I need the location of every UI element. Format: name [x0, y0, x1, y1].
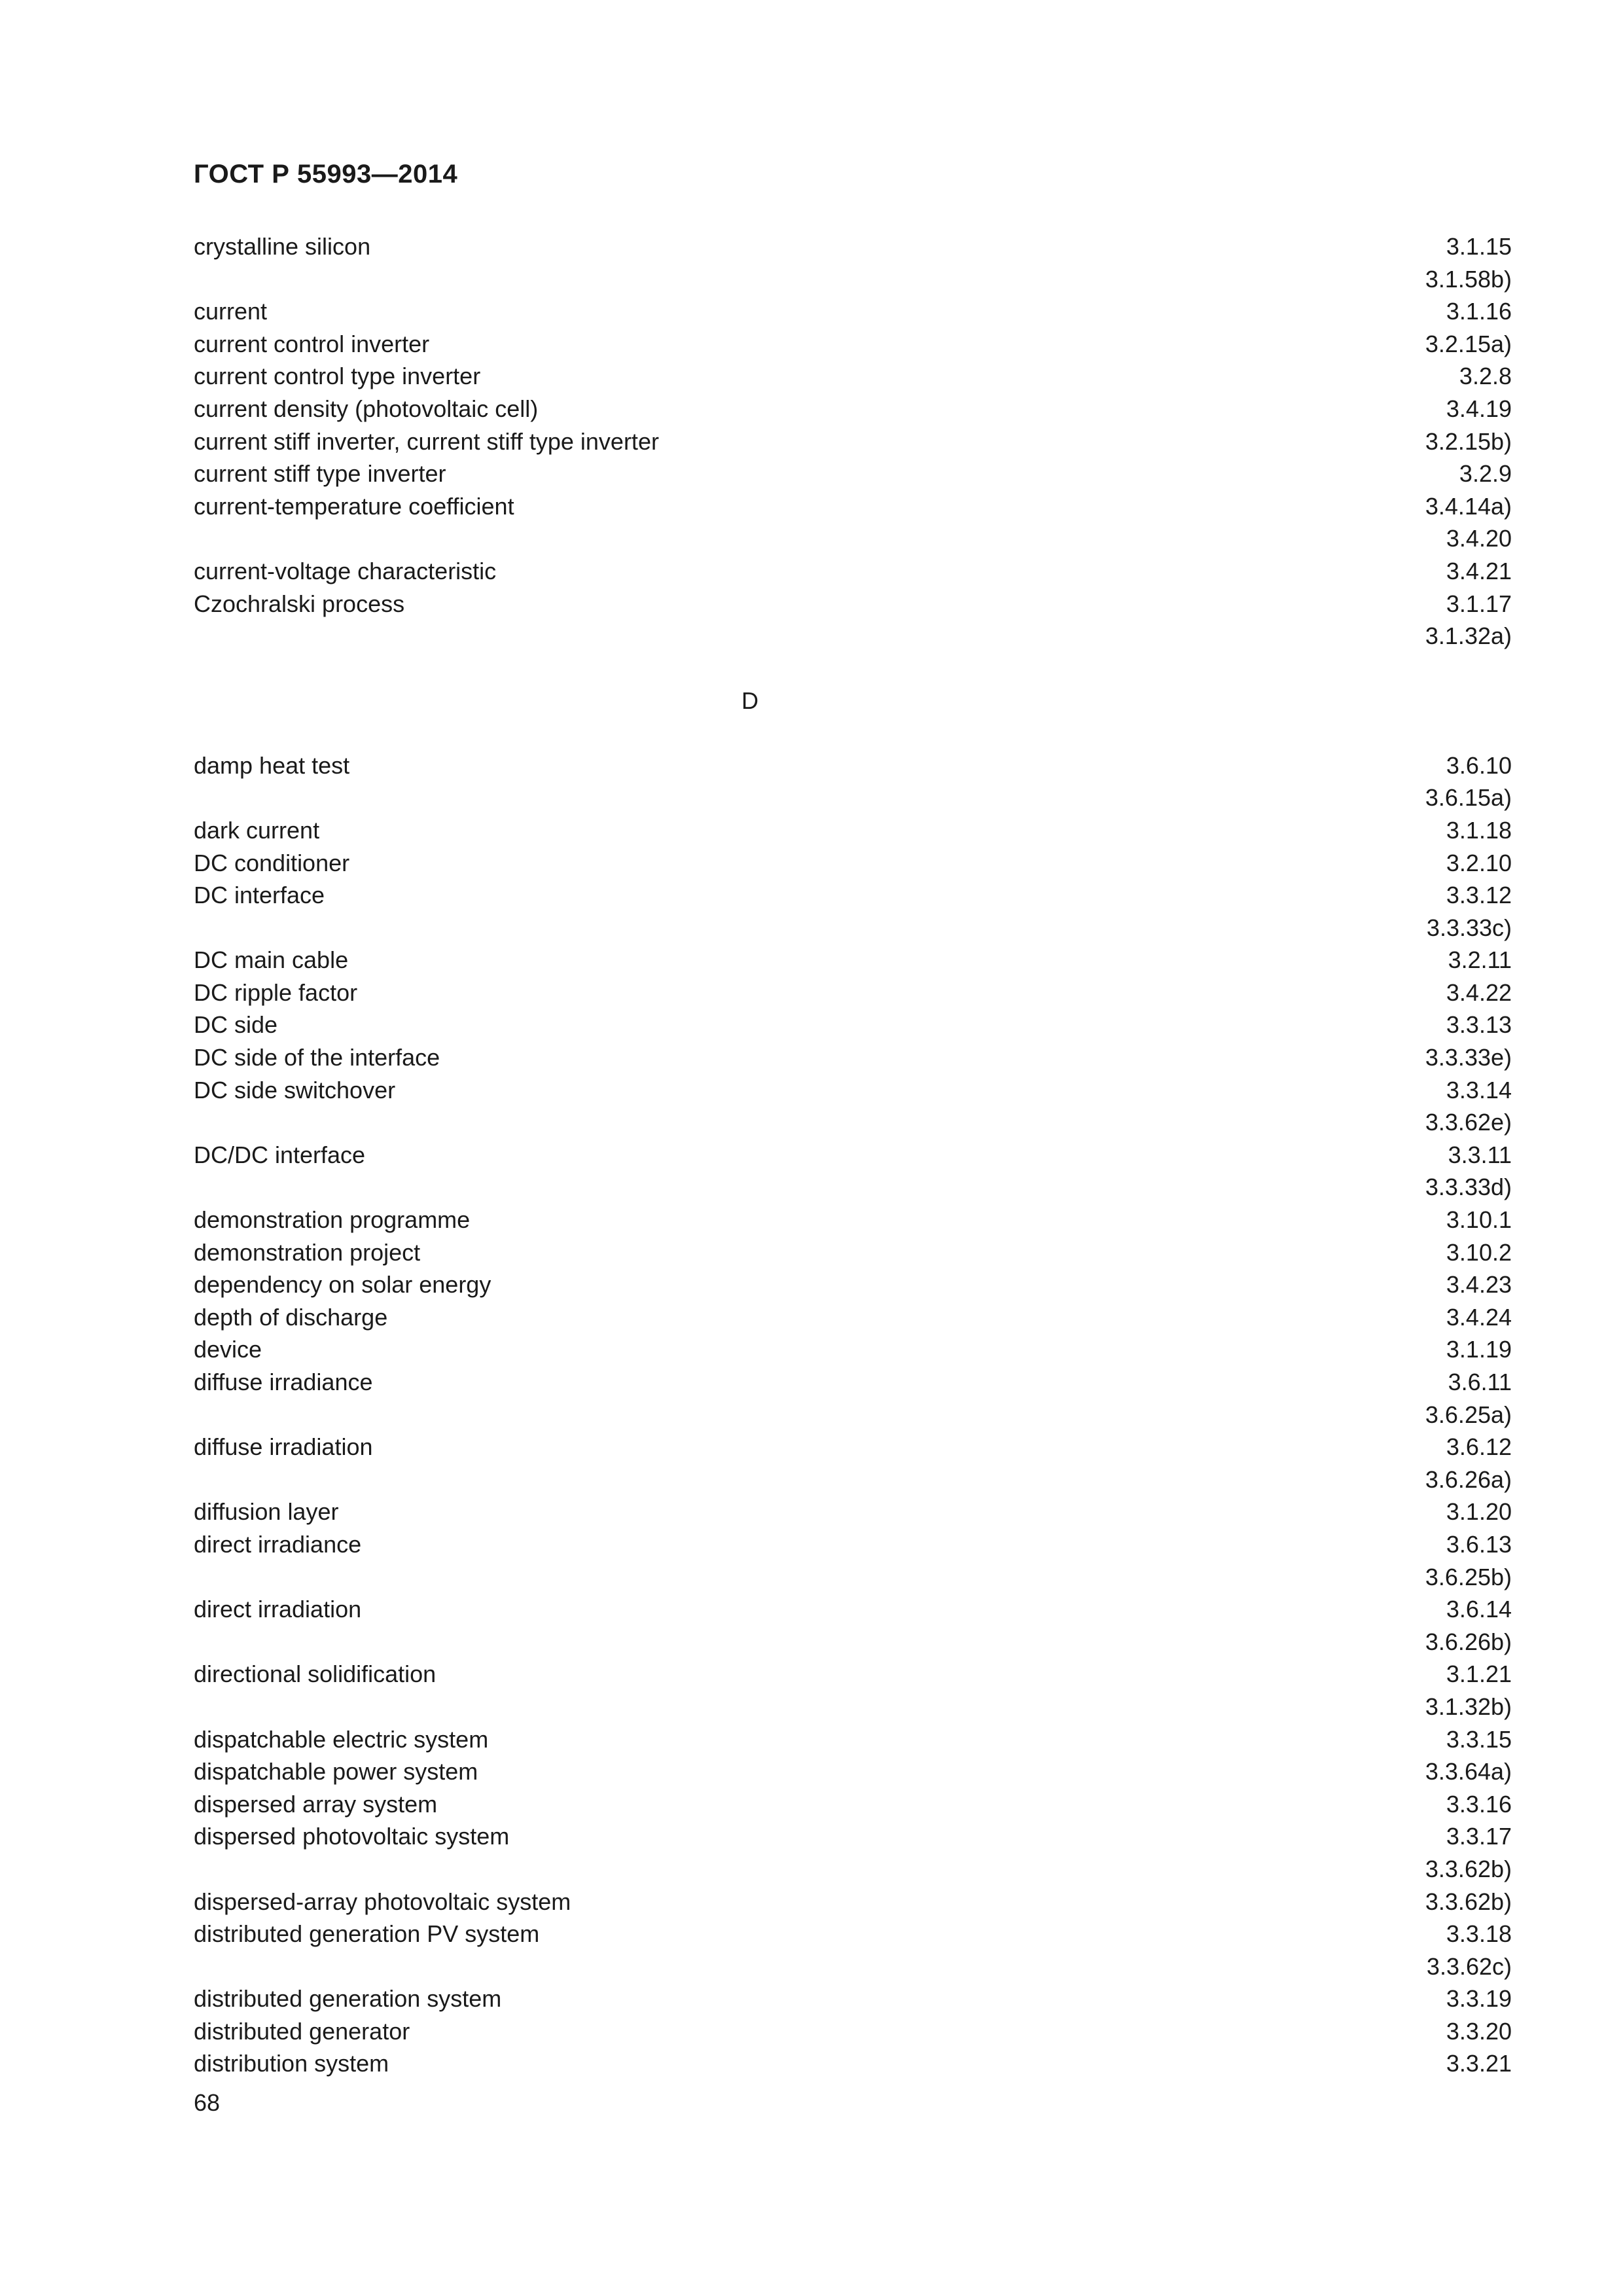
- index-entry: [194, 1528, 1512, 1561]
- index-entry: [194, 620, 1512, 653]
- index-reference: 3.3.19: [1446, 1985, 1512, 2013]
- index-reference: 3.6.26b): [1425, 1628, 1512, 1655]
- index-term: dispersed photovoltaic system: [194, 1823, 510, 1850]
- index-reference: 3.4.24: [1446, 1303, 1512, 1331]
- index-entry: [194, 1009, 1512, 1041]
- index-term: distributed generator: [194, 2017, 410, 2045]
- index-reference: 3.1.21: [1446, 1660, 1512, 1688]
- index-entry: [194, 1171, 1512, 1204]
- index-reference: 3.1.20: [1446, 1498, 1512, 1526]
- index-term: dependency on solar energy: [194, 1271, 491, 1299]
- index-reference: 3.6.14: [1446, 1596, 1512, 1623]
- index-reference: 3.2.9: [1459, 460, 1512, 488]
- index-term: dispatchable electric system: [194, 1725, 489, 1753]
- index-reference: 3.6.25b): [1425, 1563, 1512, 1590]
- index-reference: 3.1.32b): [1425, 1693, 1512, 1720]
- index-entry: [194, 1691, 1512, 1723]
- index-term: current-voltage characteristic: [194, 557, 497, 584]
- index-reference: 3.1.58b): [1425, 265, 1512, 293]
- index-reference: 3.1.19: [1446, 1336, 1512, 1363]
- index-entry: [194, 425, 1512, 458]
- index-term: DC interface: [194, 882, 325, 909]
- index-term: depth of discharge: [194, 1303, 388, 1331]
- index-entry: [194, 1139, 1512, 1172]
- index-entry: [194, 588, 1512, 620]
- index-term: current: [194, 298, 268, 325]
- index-entry: [194, 1496, 1512, 1528]
- index-term: diffusion layer: [194, 1498, 339, 1526]
- index-reference: 3.2.15b): [1425, 427, 1512, 455]
- index-reference: 3.6.11: [1448, 1369, 1512, 1395]
- index-term: DC side of the interface: [194, 1044, 440, 1071]
- index-term: distribution system: [194, 2050, 389, 2077]
- index-reference: 3.3.64a): [1425, 1758, 1512, 1785]
- index-reference: 3.3.17: [1446, 1823, 1512, 1850]
- index-entry: [194, 1950, 1512, 1983]
- index-reference: 3.10.2: [1446, 1238, 1512, 1266]
- index-reference: 3.4.23: [1446, 1271, 1512, 1299]
- index-term: DC ripple factor: [194, 978, 358, 1006]
- index-term: device: [194, 1336, 262, 1363]
- index-reference: 3.3.33e): [1425, 1044, 1512, 1071]
- index-term: current density (photovoltaic cell): [194, 395, 539, 422]
- index-reference: 3.4.21: [1446, 557, 1512, 584]
- index-group-c: [194, 230, 1512, 653]
- index-entry: [194, 814, 1512, 847]
- index-reference: 3.4.20: [1446, 525, 1512, 552]
- index-reference: 3.1.16: [1446, 298, 1512, 325]
- index-reference: 3.6.26a): [1425, 1465, 1512, 1493]
- index-entry: [194, 1658, 1512, 1691]
- index-term: diffuse irradiance: [194, 1369, 373, 1395]
- index-term: direct irradiance: [194, 1530, 362, 1558]
- index-reference: 3.3.62e): [1425, 1109, 1512, 1136]
- index-entry: [194, 1853, 1512, 1886]
- index-entry: [194, 2047, 1512, 2080]
- index-term: current stiff type inverter: [194, 460, 446, 488]
- index-term: distributed generation system: [194, 1985, 502, 2013]
- index-entry: [194, 781, 1512, 814]
- index-entry: [194, 1236, 1512, 1269]
- index-reference: 3.2.11: [1448, 946, 1512, 974]
- index-reference: 3.6.25a): [1425, 1401, 1512, 1428]
- index-reference: 3.3.12: [1446, 882, 1512, 909]
- index-entry: [194, 360, 1512, 393]
- index-entry: [194, 1431, 1512, 1463]
- index-reference: 3.3.21: [1446, 2050, 1512, 2077]
- index-reference: 3.1.17: [1446, 590, 1512, 617]
- index-entry: [194, 457, 1512, 490]
- index-reference: 3.3.62b): [1425, 1888, 1512, 1915]
- index-entry: [194, 1106, 1512, 1139]
- index-entry: [194, 555, 1512, 588]
- index-reference: 3.3.13: [1446, 1011, 1512, 1039]
- index-entry: [194, 1074, 1512, 1107]
- index-entry: [194, 1723, 1512, 1756]
- index-entry: [194, 328, 1512, 361]
- index-reference: 3.3.11: [1448, 1141, 1512, 1168]
- index-entry: [194, 263, 1512, 296]
- index-reference: 3.2.10: [1446, 849, 1512, 876]
- index-entry: [194, 944, 1512, 977]
- index-entry: [194, 490, 1512, 523]
- section-letter-d: D: [741, 687, 758, 714]
- index-entry: [194, 1918, 1512, 1950]
- index-reference: 3.6.10: [1446, 751, 1512, 779]
- index-reference: 3.4.19: [1446, 395, 1512, 422]
- index-entry: [194, 1204, 1512, 1236]
- index-term: dispersed-array photovoltaic system: [194, 1888, 571, 1915]
- index-entry: [194, 1982, 1512, 2015]
- index-entry: [194, 1333, 1512, 1366]
- index-entry: [194, 1755, 1512, 1788]
- index-reference: 3.6.12: [1446, 1433, 1512, 1461]
- index-term: DC main cable: [194, 946, 349, 974]
- index-reference: 3.6.13: [1446, 1530, 1512, 1558]
- index-entry: [194, 393, 1512, 425]
- index-term: demonstration programme: [194, 1206, 471, 1234]
- index-group-d: [194, 749, 1512, 2080]
- index-reference: 3.3.16: [1446, 1790, 1512, 1818]
- index-term: direct irradiation: [194, 1596, 362, 1623]
- index-term: Czochralski process: [194, 590, 405, 617]
- index-reference: 3.1.32a): [1425, 622, 1512, 650]
- index-term: DC side: [194, 1011, 278, 1039]
- index-reference: 3.1.15: [1446, 233, 1512, 260]
- index-reference: 3.1.18: [1446, 816, 1512, 844]
- index-entry: [194, 1886, 1512, 1918]
- index-term: damp heat test: [194, 751, 350, 779]
- index-entry: [194, 1788, 1512, 1821]
- page-number: 68: [194, 2089, 221, 2116]
- index-term: diffuse irradiation: [194, 1433, 373, 1461]
- index-term: dark current: [194, 816, 320, 844]
- index-entry: [194, 1268, 1512, 1301]
- index-entry: [194, 1041, 1512, 1074]
- index-reference: 3.4.14a): [1425, 492, 1512, 520]
- index-reference: 3.4.22: [1446, 978, 1512, 1006]
- index-entry: [194, 912, 1512, 944]
- index-entry: [194, 295, 1512, 328]
- index-reference: 3.3.15: [1446, 1725, 1512, 1753]
- index-entry: [194, 847, 1512, 880]
- index-reference: 3.3.62b): [1425, 1855, 1512, 1882]
- index-term: current stiff inverter, current stiff type inverter: [194, 427, 659, 455]
- index-term: directional solidification: [194, 1660, 437, 1688]
- index-entry: [194, 1561, 1512, 1594]
- index-reference: 3.3.33d): [1425, 1174, 1512, 1201]
- index-term: DC/DC interface: [194, 1141, 366, 1168]
- index-entry: [194, 879, 1512, 912]
- index-entry: [194, 1399, 1512, 1431]
- term-index: [194, 230, 1512, 2080]
- index-entry: [194, 2015, 1512, 2048]
- index-term: demonstration project: [194, 1238, 421, 1266]
- index-term: DC side switchover: [194, 1076, 396, 1103]
- index-entry: [194, 1626, 1512, 1659]
- index-term: current-temperature coefficient: [194, 492, 514, 520]
- index-reference: 3.2.15a): [1425, 330, 1512, 357]
- document-header: ГОСТ Р 55993—2014: [194, 160, 458, 188]
- index-term: current control type inverter: [194, 363, 481, 390]
- index-entry: [194, 522, 1512, 555]
- index-entry: [194, 977, 1512, 1009]
- index-entry: [194, 230, 1512, 263]
- index-entry: [194, 1820, 1512, 1853]
- index-term: distributed generation PV system: [194, 1920, 540, 1948]
- index-entry: [194, 1463, 1512, 1496]
- index-reference: 3.10.1: [1446, 1206, 1512, 1234]
- index-reference: 3.3.62c): [1426, 1952, 1512, 1980]
- index-reference: 3.6.15a): [1425, 784, 1512, 812]
- index-entry: [194, 1366, 1512, 1399]
- index-reference: 3.3.14: [1446, 1076, 1512, 1103]
- index-term: dispatchable power system: [194, 1758, 478, 1785]
- index-term: DC conditioner: [194, 849, 350, 876]
- index-reference: 3.3.18: [1446, 1920, 1512, 1948]
- index-entry: [194, 749, 1512, 782]
- index-entry: [194, 1593, 1512, 1626]
- index-term: crystalline silicon: [194, 233, 371, 260]
- index-entry: [194, 1301, 1512, 1334]
- index-term: dispersed array system: [194, 1790, 438, 1818]
- index-reference: 3.3.33c): [1426, 914, 1512, 941]
- index-reference: 3.3.20: [1446, 2017, 1512, 2045]
- index-reference: 3.2.8: [1459, 363, 1512, 390]
- index-term: current control inverter: [194, 330, 430, 357]
